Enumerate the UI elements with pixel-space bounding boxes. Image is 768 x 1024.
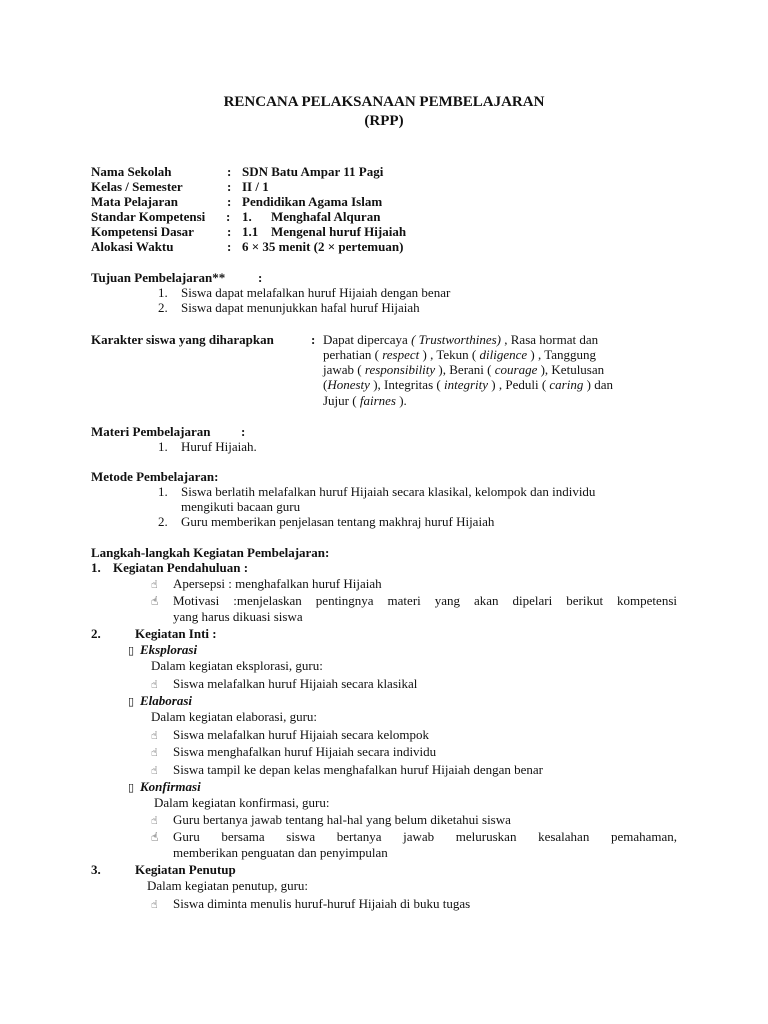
konfirmasi-intro: Dalam kegiatan konfirmasi, guru:	[154, 795, 330, 810]
eksplorasi-title: Eksplorasi	[140, 642, 198, 657]
identity-value-num: 1.1	[242, 224, 259, 239]
pointing-hand-icon: ☝	[151, 746, 158, 759]
document-title: RENCANA PELAKSANAAN PEMBELAJARAN	[223, 94, 545, 110]
identity-label: Standar Kompetensi	[91, 209, 206, 224]
tujuan-sep: :	[258, 270, 263, 285]
konfirmasi-item-cont: memberikan penguatan dan penyimpulan	[173, 845, 388, 860]
identity-label: Kelas / Semester	[91, 179, 183, 194]
identity-value: II / 1	[242, 179, 269, 194]
section-number: 2.	[91, 626, 101, 641]
karakter-line: perhatian ( respect ) , Tekun ( diligence ) , Tanggung	[323, 347, 597, 362]
karakter-line: Jujur ( fairnes ).	[323, 393, 407, 408]
list-number: 2.	[158, 300, 168, 315]
list-number: 1.	[158, 439, 168, 454]
konfirmasi-item: Guru bertanya jawab tentang hal-hal yang belum diketahui siswa	[173, 812, 511, 827]
karakter-line: Dapat dipercaya ( Trustworthines) , Rasa hormat dan	[323, 332, 599, 347]
inti-title: Kegiatan Inti :	[135, 626, 217, 641]
identity-sep: :	[227, 164, 232, 179]
karakter-sep: :	[311, 332, 316, 347]
identity-label: Nama Sekolah	[91, 164, 172, 179]
section-number: 1.	[91, 560, 101, 575]
elaborasi-item: Siswa melafalkan huruf Hijaiah secara kelompok	[173, 727, 429, 742]
identity-sep: :	[227, 179, 232, 194]
identity-value: 6 × 35 menit (2 × pertemuan)	[242, 239, 404, 254]
karakter-line: (Honesty ), Integritas ( integrity ) , Peduli ( caring ) dan	[323, 377, 613, 392]
tujuan-item: Siswa dapat menunjukkan hafal huruf Hijaiah	[181, 300, 420, 315]
missing-glyph-box-icon: ▯	[128, 695, 135, 708]
list-number: 1.	[158, 484, 168, 499]
konfirmasi-title: Konfirmasi	[140, 779, 201, 794]
pendahuluan-item: Apersepsi : menghafalkan huruf Hijaiah	[173, 576, 382, 591]
metode-item: Guru memberikan penjelasan tentang makhraj huruf Hijaiah	[181, 514, 495, 529]
metode-item-cont: mengikuti bacaan guru	[181, 499, 301, 514]
materi-item: Huruf Hijaiah.	[181, 439, 257, 454]
elaborasi-title: Elaborasi	[140, 693, 193, 708]
identity-value: Mengenal huruf Hijaiah	[271, 224, 407, 239]
elaborasi-item: Siswa menghafalkan huruf Hijaiah secara individu	[173, 744, 437, 759]
penutup-title: Kegiatan Penutup	[135, 862, 236, 877]
pointing-hand-icon: ☝	[151, 678, 158, 691]
pointing-hand-icon: ☝	[151, 898, 158, 911]
pointing-hand-icon: ☝	[151, 764, 158, 777]
pointing-hand-icon: ☝	[151, 830, 159, 844]
konfirmasi-item: Guru bersama siswa bertanya jawab meluruskan kesalahan pemahaman,	[173, 829, 677, 844]
pointing-hand-icon: ☝	[151, 578, 158, 591]
pointing-hand-icon: ☝	[151, 729, 158, 742]
identity-value: Menghafal Alquran	[271, 209, 381, 224]
list-number: 1.	[158, 285, 168, 300]
identity-value: Pendidikan Agama Islam	[242, 194, 383, 209]
section-number: 3.	[91, 862, 101, 877]
eksplorasi-item: Siswa melafalkan huruf Hijaiah secara klasikal	[173, 676, 418, 691]
metode-item: Siswa berlatih melafalkan huruf Hijaiah secara klasikal, kelompok dan individu	[181, 484, 596, 499]
karakter-line: jawab ( responsibility ), Berani ( courage ), Ketulusan	[323, 362, 605, 377]
penutup-item: Siswa diminta menulis huruf-huruf Hijaiah di buku tugas	[173, 896, 471, 911]
list-number: 2.	[158, 514, 168, 529]
pendahuluan-item: Motivasi :menjelaskan pentingnya materi yang akan dipelari berikut kompetensi	[173, 593, 677, 608]
elaborasi-item: Siswa tampil ke depan kelas menghafalkan huruf Hijaiah dengan benar	[173, 762, 544, 777]
karakter-heading: Karakter siswa yang diharapkan	[91, 332, 274, 347]
pointing-hand-icon: ☝	[151, 594, 159, 608]
pointing-hand-icon: ☝	[151, 814, 158, 827]
identity-sep: :	[227, 224, 232, 239]
identity-label: Mata Pelajaran	[91, 194, 179, 209]
identity-value: SDN Batu Ampar 11 Pagi	[242, 164, 384, 179]
eksplorasi-intro: Dalam kegiatan eksplorasi, guru:	[151, 658, 323, 673]
materi-heading: Materi Pembelajaran	[91, 424, 211, 439]
elaborasi-intro: Dalam kegiatan elaborasi, guru:	[151, 709, 318, 724]
identity-label: Kompetensi Dasar	[91, 224, 194, 239]
identity-label: Alokasi Waktu	[91, 239, 174, 254]
document-subtitle: (RPP)	[364, 113, 404, 129]
identity-sep: :	[227, 194, 232, 209]
identity-value-num: 1.	[242, 209, 252, 224]
materi-sep: :	[241, 424, 246, 439]
missing-glyph-box-icon: ▯	[128, 781, 135, 794]
pendahuluan-title: Kegiatan Pendahuluan :	[113, 560, 249, 575]
metode-heading: Metode Pembelajaran:	[91, 469, 219, 484]
identity-sep: :	[227, 239, 232, 254]
tujuan-heading: Tujuan Pembelajaran**	[91, 270, 226, 285]
penutup-intro: Dalam kegiatan penutup, guru:	[147, 878, 309, 893]
missing-glyph-box-icon: ▯	[128, 644, 135, 657]
langkah-heading: Langkah-langkah Kegiatan Pembelajaran:	[91, 545, 330, 560]
identity-sep: :	[226, 209, 231, 224]
pendahuluan-item-cont: yang harus dikuasi siswa	[173, 609, 303, 624]
tujuan-item: Siswa dapat melafalkan huruf Hijaiah dengan benar	[181, 285, 451, 300]
